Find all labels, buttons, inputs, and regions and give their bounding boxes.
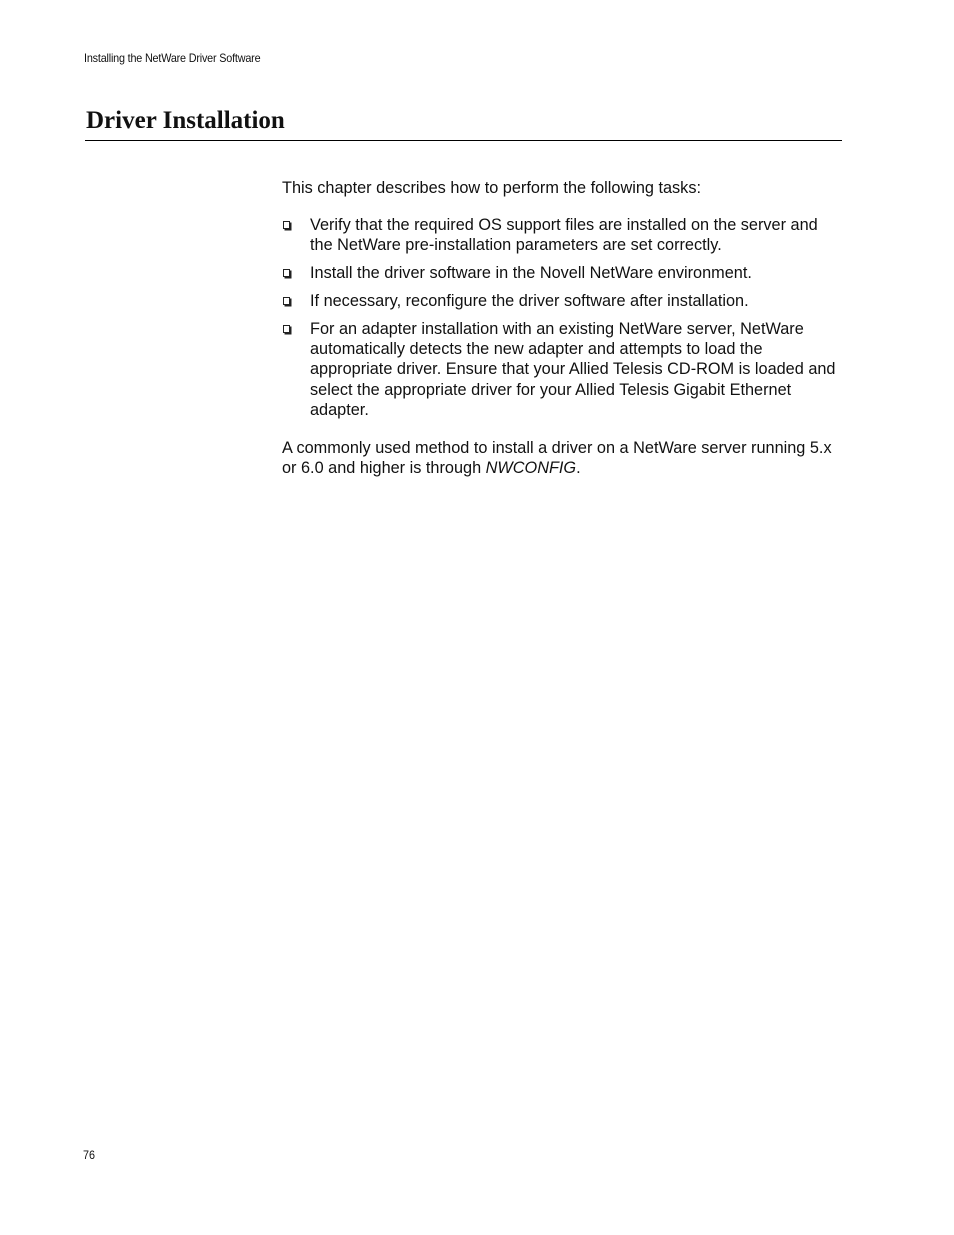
list-item bbox=[282, 263, 842, 283]
list-item bbox=[282, 215, 842, 255]
heading-rule bbox=[85, 140, 842, 141]
running-header: Installing the NetWare Driver Software bbox=[84, 51, 261, 65]
body-content bbox=[282, 178, 842, 479]
section-heading: Driver Installation bbox=[86, 107, 285, 134]
intro-paragraph: This chapter describes how to perform the following tasks: bbox=[282, 179, 701, 197]
list-item bbox=[282, 319, 842, 420]
closing-text: A commonly used method to install a driver on a NetWare server running 5.x or 6.0 and higher is through bbox=[282, 439, 832, 478]
list-item-text: If necessary, reconfigure the driver software after installation. bbox=[310, 292, 749, 311]
list-item bbox=[282, 291, 842, 311]
checkbox-bullet-icon bbox=[283, 269, 290, 277]
list-item-text: Verify that the required OS support files are installed on the server and the NetWare pre-installation parameters are set correctly. bbox=[310, 216, 818, 255]
list-item-text: For an adapter installation with an existing NetWare server, NetWare automatically detects the new adapter and attempts to load the appropriate driver. Ensure that your Allied Telesis CD-ROM is loaded and select the appropriate driver for your Allied Telesis Gigabit Ethernet adapter. bbox=[310, 320, 836, 419]
checkbox-bullet-icon bbox=[283, 325, 290, 333]
closing-paragraph bbox=[282, 438, 842, 478]
nwconfig-term: NWCONFIG bbox=[485, 459, 577, 478]
checkbox-bullet-icon bbox=[283, 297, 290, 305]
task-list bbox=[282, 215, 842, 420]
checkbox-bullet-icon bbox=[283, 221, 290, 229]
closing-end: . bbox=[576, 459, 581, 478]
list-item-text: Install the driver software in the Novell NetWare environment. bbox=[310, 264, 752, 283]
page-number: 76 bbox=[83, 1148, 96, 1162]
